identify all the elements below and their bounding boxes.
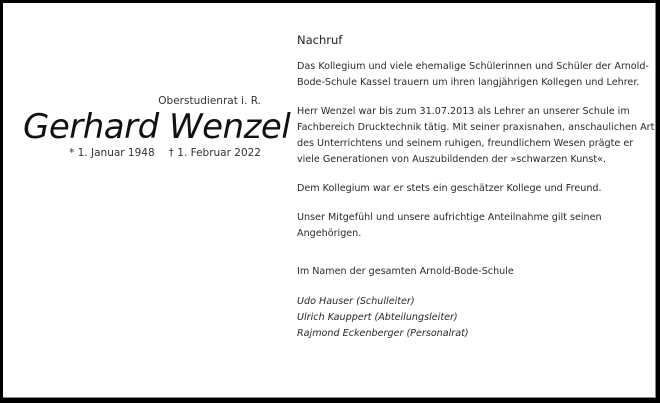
paragraph: Dem Kollegium war er stets ein geschätzer Kollege und Freund. xyxy=(297,183,602,194)
deceased-info xyxy=(23,95,291,159)
paragraph: Unser Mitgefühl und unsere aufrichtige Anteilnahme gilt seinen Angehörigen. xyxy=(297,212,602,239)
paragraph: Herr Wenzel war bis zum 31.07.2013 als Lehrer an unserer Schule im Fachbereich Drucktechnik tätig. Mit seiner praxisnahen, anschaulichen Art des Unterrichtens und seinem ruhigen, freundlichem Wesen prägte er viele Generationen von Auszubildenden der »schwarzen Kunst«. xyxy=(297,106,655,165)
obituary-card xyxy=(3,3,656,398)
life-dates xyxy=(23,147,261,159)
greeting-line: Im Namen der gesamten Arnold-Bode-Schule xyxy=(297,266,514,277)
obituary-heading: Nachruf xyxy=(297,33,343,47)
signers-list xyxy=(297,294,657,342)
birth-date: * 1. Januar 1948 xyxy=(69,147,155,159)
academic-title: Oberstudienrat i. R. xyxy=(158,95,261,107)
obituary-text xyxy=(297,31,657,342)
paragraph: Das Kollegium und viele ehemalige Schülerinnen und Schüler der Arnold-Bode-Schule Kassel trauern um ihren langjährigen Kollegen und Lehrer. xyxy=(297,61,649,88)
signer: Ulrich Kauppert (Abteilungsleiter) xyxy=(297,312,458,323)
signer: Udo Hauser (Schulleiter) xyxy=(297,296,415,307)
death-date: † 1. Februar 2022 xyxy=(168,147,261,159)
deceased-name: Gerhard Wenzel xyxy=(23,107,291,147)
signer: Rajmond Eckenberger (Personalrat) xyxy=(297,328,469,339)
